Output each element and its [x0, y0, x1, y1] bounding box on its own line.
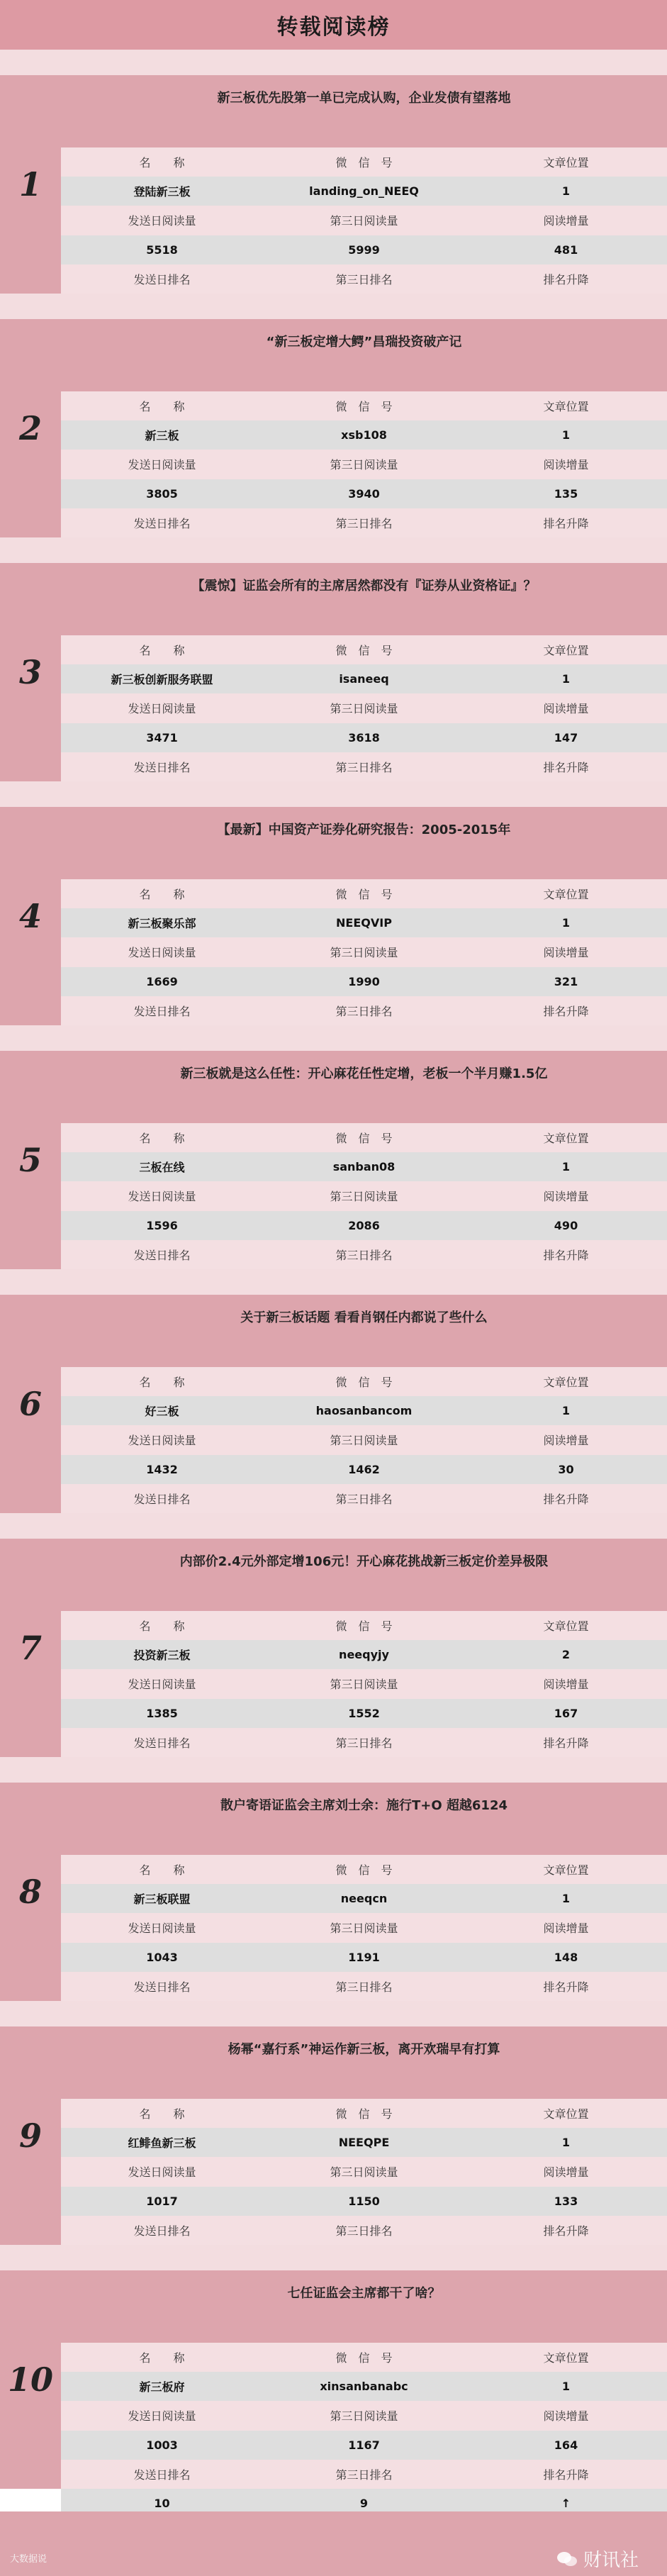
label-third-rank: 第三日排名	[335, 516, 393, 530]
table-row	[61, 264, 667, 294]
article-position: 1	[561, 2380, 571, 2394]
table-row	[61, 1972, 667, 2001]
ranking-entry	[0, 2026, 667, 2245]
wechat-id: isaneeq	[339, 672, 389, 686]
label-wechat: 微 信 号	[335, 644, 393, 658]
rank-number: 8	[18, 1873, 42, 1911]
label-send-reads: 发送日阅读量	[128, 1434, 196, 1448]
table-row	[61, 967, 667, 996]
send-day-reads: 1017	[146, 2194, 178, 2208]
wechat-id: sanban08	[332, 1160, 396, 1174]
wechat-id: NEEQPE	[338, 2136, 390, 2150]
third-day-reads: 1990	[348, 974, 380, 988]
label-send-rank: 发送日排名	[133, 760, 191, 774]
table-row	[61, 2157, 667, 2186]
label-name: 名 称	[139, 156, 185, 170]
label-growth: 阅读增量	[543, 946, 589, 960]
label-growth: 阅读增量	[543, 702, 589, 716]
label-position: 文章位置	[543, 2107, 589, 2121]
table-row	[61, 1611, 667, 1640]
label-third-reads: 第三日阅读量	[330, 702, 398, 716]
label-position: 文章位置	[543, 644, 589, 658]
table-row	[61, 479, 667, 508]
read-growth: 490	[554, 1218, 578, 1232]
label-send-reads: 发送日阅读量	[128, 2165, 196, 2180]
label-rank-change: 排名升降	[543, 1492, 589, 1506]
article-position: 1	[561, 1404, 571, 1418]
label-position: 文章位置	[543, 400, 589, 414]
article-title: 内部价2.4元外部定增106元！开心麻花挑战新三板定价差异极限	[179, 1554, 549, 1569]
rank-number: 1	[18, 165, 42, 203]
label-send-reads: 发送日阅读量	[128, 1678, 196, 1692]
third-day-reads: 1462	[348, 1462, 380, 1476]
table-row	[61, 420, 667, 450]
table-row	[61, 1367, 667, 1396]
wechat-id: xsb108	[341, 428, 387, 442]
label-wechat: 微 信 号	[335, 2107, 393, 2121]
label-send-rank: 发送日排名	[133, 1492, 191, 1506]
wechat-id: NEEQVIP	[336, 916, 392, 930]
account-name: 新三板创新服务联盟	[111, 673, 213, 687]
send-day-reads: 1043	[146, 1950, 178, 1964]
label-growth: 阅读增量	[543, 214, 589, 228]
rank-number: 10	[7, 2360, 53, 2399]
section-gap	[0, 2245, 667, 2270]
third-day-reads: 1150	[348, 2194, 380, 2208]
label-send-rank: 发送日排名	[133, 2468, 191, 2482]
send-day-reads: 1385	[146, 1706, 178, 1720]
third-day-reads: 3618	[348, 730, 380, 745]
account-name: 新三板聚乐部	[128, 917, 196, 931]
label-send-rank: 发送日排名	[133, 2224, 191, 2238]
ranking-entry	[0, 563, 667, 781]
article-title: 【最新】中国资产证券化研究报告：2005-2015年	[217, 823, 511, 837]
ranking-entry	[0, 1539, 667, 1757]
third-day-reads: 1167	[348, 2438, 380, 2452]
label-wechat: 微 信 号	[335, 400, 393, 414]
rank-number: 9	[18, 2117, 42, 2155]
third-day-reads: 1552	[348, 1706, 380, 1720]
article-position: 1	[561, 1160, 571, 1174]
label-growth: 阅读增量	[543, 2409, 589, 2424]
label-send-reads: 发送日阅读量	[128, 458, 196, 472]
send-day-rank: 10	[154, 2497, 170, 2511]
table-row	[61, 996, 667, 1025]
entry-table	[61, 2343, 667, 2518]
table-row	[61, 2372, 667, 2401]
table-row	[61, 450, 667, 479]
read-growth: 321	[554, 974, 578, 988]
label-wechat: 微 信 号	[335, 1619, 393, 1634]
third-day-reads: 3940	[348, 486, 380, 501]
account-name: 红鲱鱼新三板	[128, 2136, 196, 2151]
label-third-reads: 第三日阅读量	[330, 2165, 398, 2180]
label-name: 名 称	[139, 1619, 185, 1634]
table-row	[61, 2128, 667, 2157]
label-name: 名 称	[139, 400, 185, 414]
label-position: 文章位置	[543, 1619, 589, 1634]
send-day-reads: 3471	[146, 730, 178, 745]
table-row	[61, 2431, 667, 2460]
table-row	[61, 1855, 667, 1884]
section-gap	[0, 294, 667, 319]
article-title: 新三板优先股第一单已完成认购，企业发债有望落地	[217, 91, 511, 106]
label-third-reads: 第三日阅读量	[330, 1922, 398, 1936]
footer-band	[0, 2511, 667, 2576]
label-third-rank: 第三日排名	[335, 1736, 393, 1750]
table-row	[61, 693, 667, 723]
label-send-reads: 发送日阅读量	[128, 702, 196, 716]
label-third-reads: 第三日阅读量	[330, 2409, 398, 2424]
article-title: 【震惊】证监会所有的主席居然都没有『证券从业资格证』？	[191, 579, 537, 593]
label-third-reads: 第三日阅读量	[330, 458, 398, 472]
top-band	[0, 50, 667, 75]
label-name: 名 称	[139, 1863, 185, 1878]
table-row	[61, 723, 667, 752]
section-gap	[0, 2001, 667, 2026]
page-title: 转载阅读榜	[276, 15, 391, 40]
table-row	[61, 2343, 667, 2372]
section-gap	[0, 1757, 667, 1783]
third-day-reads: 1191	[348, 1950, 380, 1964]
table-row	[61, 1152, 667, 1181]
watermark-right-text: 财讯社	[583, 2550, 639, 2571]
article-title: “新三板定增大鳄”昌瑞投资破产记	[266, 335, 462, 350]
label-send-reads: 发送日阅读量	[128, 214, 196, 228]
table-row	[61, 2216, 667, 2245]
table-row	[61, 879, 667, 908]
table-row	[61, 1455, 667, 1484]
label-third-reads: 第三日阅读量	[330, 1678, 398, 1692]
label-name: 名 称	[139, 644, 185, 658]
label-wechat: 微 信 号	[335, 156, 393, 170]
wechat-id: neeqcn	[340, 1892, 388, 1906]
ranking-entry	[0, 2270, 667, 2511]
table-row	[61, 206, 667, 235]
table-row	[61, 1396, 667, 1425]
label-wechat: 微 信 号	[335, 888, 393, 902]
label-third-rank: 第三日排名	[335, 2468, 393, 2482]
label-third-rank: 第三日排名	[335, 272, 393, 286]
table-row	[61, 1123, 667, 1152]
rank-number: 7	[18, 1629, 42, 1667]
watermark-right	[556, 2546, 639, 2572]
label-position: 文章位置	[543, 2351, 589, 2365]
label-send-rank: 发送日排名	[133, 1980, 191, 1994]
table-row	[61, 1884, 667, 1913]
read-growth: 135	[554, 486, 578, 501]
table-row	[61, 635, 667, 664]
send-day-reads: 1596	[146, 1218, 178, 1232]
table-row	[61, 391, 667, 420]
label-send-rank: 发送日排名	[133, 1736, 191, 1750]
label-third-rank: 第三日排名	[335, 1980, 393, 1994]
read-growth: 30	[558, 1462, 574, 1476]
table-row	[61, 1211, 667, 1240]
account-name: 新三板	[145, 429, 179, 443]
section-gap	[0, 537, 667, 563]
article-title: 关于新三板话题 看看肖钢任内都说了些什么	[240, 1310, 488, 1325]
send-day-reads: 5518	[146, 242, 178, 257]
label-wechat: 微 信 号	[335, 1376, 393, 1390]
table-row	[61, 1181, 667, 1210]
third-day-rank: 9	[359, 2497, 369, 2511]
label-rank-change: 排名升降	[543, 1248, 589, 1262]
label-send-rank: 发送日排名	[133, 272, 191, 286]
send-day-reads: 1669	[146, 974, 178, 988]
label-position: 文章位置	[543, 1863, 589, 1878]
account-name: 登陆新三板	[133, 185, 191, 199]
article-position: 1	[561, 672, 571, 686]
account-name: 新三板府	[139, 2380, 185, 2394]
label-growth: 阅读增量	[543, 1922, 589, 1936]
read-growth: 133	[554, 2194, 578, 2208]
label-name: 名 称	[139, 2107, 185, 2121]
article-position: 2	[561, 1648, 571, 1662]
account-name: 三板在线	[139, 1161, 185, 1175]
label-third-reads: 第三日阅读量	[330, 1434, 398, 1448]
table-row	[61, 908, 667, 937]
table-row	[61, 2460, 667, 2489]
article-position: 1	[561, 916, 571, 930]
rank-number: 4	[18, 897, 42, 935]
read-growth: 147	[554, 730, 578, 745]
wechat-id: xinsanbanabc	[320, 2380, 408, 2394]
label-name: 名 称	[139, 888, 185, 902]
rank-number: 3	[18, 653, 42, 691]
send-day-reads: 1003	[146, 2438, 178, 2452]
label-third-rank: 第三日排名	[335, 760, 393, 774]
table-row	[61, 508, 667, 537]
label-name: 名 称	[139, 1132, 185, 1146]
label-send-rank: 发送日排名	[133, 516, 191, 530]
ranking-entry	[0, 75, 667, 294]
table-row	[61, 1240, 667, 1269]
table-row	[61, 1728, 667, 1757]
table-row	[61, 1484, 667, 1513]
ranking-entry	[0, 1051, 667, 1269]
article-position: 1	[561, 428, 571, 442]
account-name: 新三板联盟	[133, 1892, 191, 1907]
label-send-reads: 发送日阅读量	[128, 946, 196, 960]
label-name: 名 称	[139, 2351, 185, 2365]
article-title: 散户寄语证监会主席刘士余：施行T+O 超越6124	[220, 1798, 508, 1813]
label-third-rank: 第三日排名	[335, 2224, 393, 2238]
article-title: 新三板就是这么任性：开心麻花任性定增，老板一个半月赚1.5亿	[180, 1066, 548, 1081]
third-day-reads: 5999	[348, 242, 380, 257]
label-rank-change: 排名升降	[543, 1980, 589, 1994]
rank-number: 5	[18, 1141, 42, 1179]
table-row	[61, 2401, 667, 2430]
read-growth: 164	[554, 2438, 578, 2452]
article-position: 1	[561, 1892, 571, 1906]
label-third-reads: 第三日阅读量	[330, 214, 398, 228]
table-row	[61, 1699, 667, 1728]
label-rank-change: 排名升降	[543, 516, 589, 530]
send-day-reads: 3805	[146, 486, 178, 501]
label-growth: 阅读增量	[543, 2165, 589, 2180]
label-third-reads: 第三日阅读量	[330, 1190, 398, 1204]
table-row	[61, 1943, 667, 1972]
label-rank-change: 排名升降	[543, 1736, 589, 1750]
table-row	[61, 664, 667, 693]
article-position: 1	[561, 2136, 571, 2150]
label-send-rank: 发送日排名	[133, 1248, 191, 1262]
label-third-rank: 第三日排名	[335, 1492, 393, 1506]
read-growth: 167	[554, 1706, 578, 1720]
label-growth: 阅读增量	[543, 1678, 589, 1692]
label-wechat: 微 信 号	[335, 1863, 393, 1878]
table-row	[61, 1640, 667, 1669]
table-row	[61, 235, 667, 264]
read-growth: 148	[554, 1950, 578, 1964]
label-send-reads: 发送日阅读量	[128, 2409, 196, 2424]
ranking-entry	[0, 319, 667, 537]
read-growth: 481	[554, 242, 578, 257]
label-send-rank: 发送日排名	[133, 1004, 191, 1018]
label-growth: 阅读增量	[543, 1434, 589, 1448]
wechat-id: landing_on_NEEQ	[309, 184, 419, 199]
wechat-id: haosanbancom	[315, 1404, 413, 1418]
section-gap	[0, 1269, 667, 1295]
label-rank-change: 排名升降	[543, 2468, 589, 2482]
label-rank-change: 排名升降	[543, 2224, 589, 2238]
label-rank-change: 排名升降	[543, 272, 589, 286]
table-row	[61, 937, 667, 966]
label-position: 文章位置	[543, 1132, 589, 1146]
rank-number: 2	[18, 409, 42, 447]
label-name: 名 称	[139, 1376, 185, 1390]
table-row	[61, 752, 667, 781]
table-row	[61, 1425, 667, 1454]
label-third-rank: 第三日排名	[335, 1248, 393, 1262]
article-title: 七任证监会主席都干了啥？	[287, 2286, 441, 2301]
label-wechat: 微 信 号	[335, 2351, 393, 2365]
section-gap	[0, 1025, 667, 1051]
table-row	[61, 177, 667, 206]
label-rank-change: 排名升降	[543, 760, 589, 774]
watermark-left: 大数据说	[10, 2554, 47, 2565]
rank-number: 6	[18, 1385, 42, 1423]
ranking-entry	[0, 1783, 667, 2001]
label-position: 文章位置	[543, 156, 589, 170]
ranking-entry	[0, 1295, 667, 1513]
label-send-reads: 发送日阅读量	[128, 1190, 196, 1204]
label-third-reads: 第三日阅读量	[330, 946, 398, 960]
label-send-reads: 发送日阅读量	[128, 1922, 196, 1936]
label-wechat: 微 信 号	[335, 1132, 393, 1146]
ranking-entry	[0, 807, 667, 1025]
page-header	[0, 0, 667, 50]
table-row	[61, 2187, 667, 2216]
rank-change: ↑	[561, 2497, 571, 2511]
wechat-icon	[556, 2550, 578, 2567]
label-position: 文章位置	[543, 888, 589, 902]
account-name: 好三板	[145, 1405, 179, 1419]
third-day-reads: 2086	[348, 1218, 380, 1232]
wechat-id: neeqyjy	[339, 1648, 389, 1662]
label-growth: 阅读增量	[543, 458, 589, 472]
article-title: 杨幂“嘉行系”神运作新三板，离开欢瑞早有打算	[228, 2042, 500, 2057]
table-row	[61, 147, 667, 177]
article-position: 1	[561, 184, 571, 199]
table-row	[61, 1669, 667, 1698]
section-gap	[0, 1513, 667, 1539]
label-third-rank: 第三日排名	[335, 1004, 393, 1018]
table-row	[61, 2099, 667, 2128]
account-name: 投资新三板	[133, 1649, 191, 1663]
send-day-reads: 1432	[146, 1462, 178, 1476]
label-position: 文章位置	[543, 1376, 589, 1390]
section-gap	[0, 781, 667, 807]
label-growth: 阅读增量	[543, 1190, 589, 1204]
label-rank-change: 排名升降	[543, 1004, 589, 1018]
table-row	[61, 1913, 667, 1942]
